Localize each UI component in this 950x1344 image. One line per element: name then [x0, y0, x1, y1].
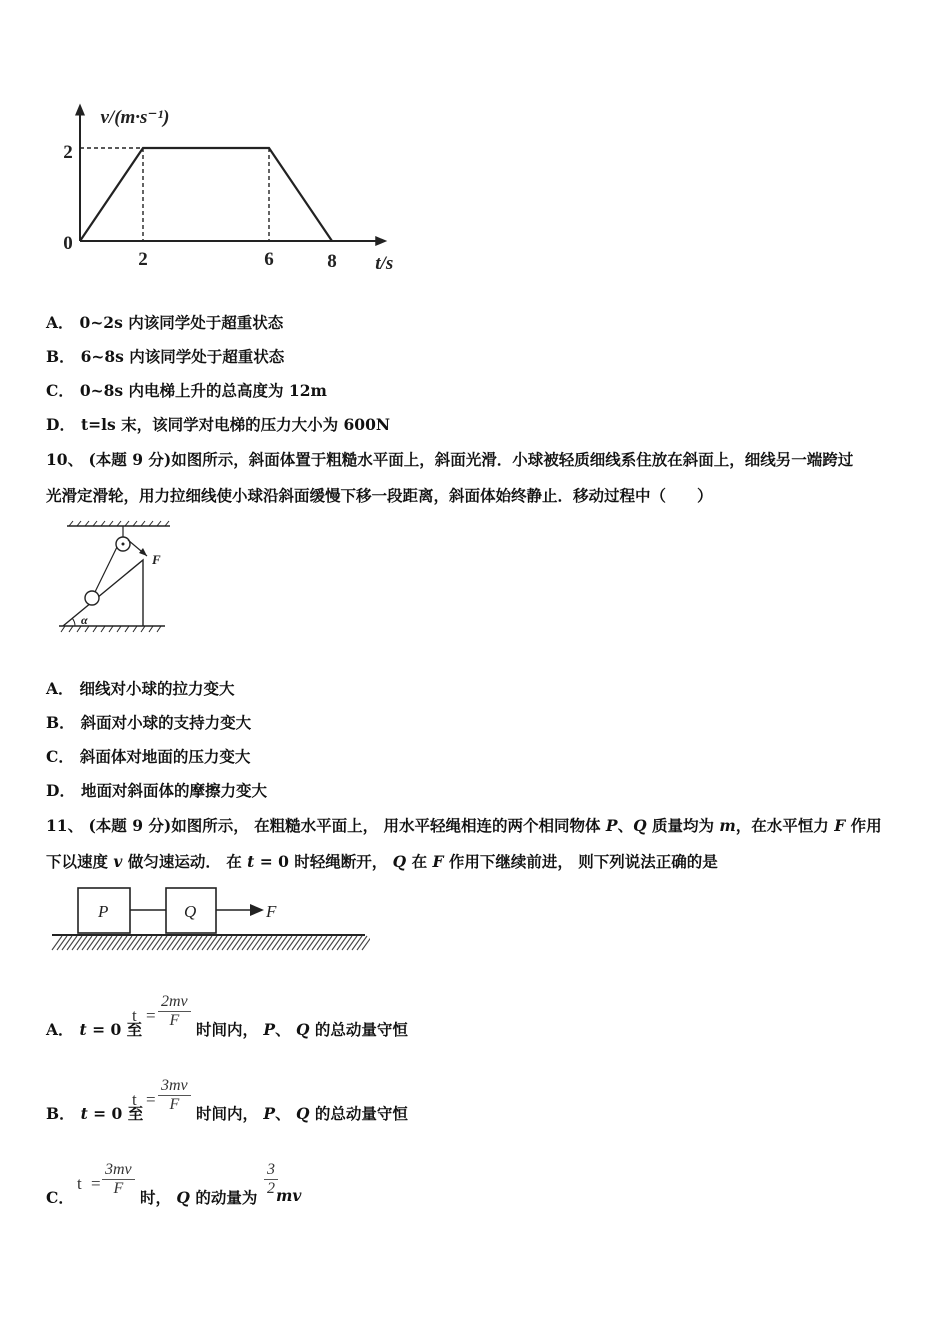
option-label: D．: [46, 781, 75, 800]
x-axis-arrow: [375, 236, 387, 246]
tick-label-0: 0: [63, 233, 73, 254]
option-label: C．: [46, 381, 74, 400]
q11-option-c[interactable]: C．: [46, 1188, 74, 1207]
q11-option-c-mid: 时， Q 的动量为: [140, 1188, 258, 1207]
tick-label-y2: 2: [63, 142, 73, 163]
tick-label-2: 2: [138, 249, 148, 270]
vt-labels: [63, 107, 393, 274]
option-label: A．: [46, 313, 74, 332]
q10-option-b[interactable]: [46, 711, 251, 733]
q10-option-c[interactable]: [46, 745, 250, 767]
force-label: F: [152, 552, 161, 567]
q11-option-c-tail: mv: [276, 1186, 302, 1205]
equals-sign: =: [146, 1090, 156, 1109]
q11-option-a-tail: 时间内， P、 Q 的总动量守恒: [196, 1020, 408, 1039]
y-axis-arrow: [75, 104, 85, 116]
tick-label-8: 8: [327, 251, 337, 272]
angle-label: α: [81, 613, 88, 627]
option-text: 0~2s 内该同学处于超重状态: [79, 313, 284, 332]
svg-text:P: P: [98, 902, 109, 921]
vt-series: [80, 148, 332, 241]
t-var: t: [77, 1174, 82, 1193]
fraction-3mv-over-f: 3mv F: [158, 1077, 191, 1114]
incline-pulley-figure: [55, 520, 175, 638]
y-axis-label: v/(m·s⁻¹): [100, 107, 170, 128]
fraction-2mv-over-f: 2mv F: [158, 993, 191, 1030]
x-axis-label: t/s: [375, 253, 394, 274]
option-label: C．: [46, 747, 74, 766]
q11-option-b-tail: 时间内， P、 Q 的总动量守恒: [196, 1104, 408, 1123]
series-line: [80, 148, 332, 241]
q11-option-b[interactable]: B． t = 0 至: [46, 1104, 144, 1123]
vt-guides: [80, 148, 269, 241]
q9-option-c[interactable]: [46, 379, 327, 401]
option-text: 6~8s 内该同学处于超重状态: [80, 347, 285, 366]
svg-text:Q: Q: [184, 902, 197, 921]
fraction-3-over-2: 3 2: [264, 1161, 278, 1198]
option-label: B．: [46, 347, 75, 366]
equals-sign: =: [91, 1174, 101, 1193]
q10-stem-line1: 10、 (本题 9 分)如图所示，斜面体置于粗糙水平面上，斜面光滑．小球被轻质细线系住放在斜面上，细线另一端跨过: [46, 450, 854, 469]
q9-option-d[interactable]: [46, 413, 390, 435]
option-label: B．: [46, 713, 75, 732]
option-label: A．: [46, 679, 74, 698]
q10-stem-line2: 光滑定滑轮，用力拉细线使小球沿斜面缓慢下移一段距离，斜面体始终静止．移动过程中（ ）: [46, 486, 713, 505]
option-text: t=ls 末，该同学对电梯的压力大小为 600N: [80, 415, 391, 434]
tick-label-6: 6: [264, 249, 274, 270]
option-text: 0~8s 内电梯上升的总高度为 12m: [79, 381, 327, 400]
fraction-3mv-over-f: 3mv F: [102, 1161, 135, 1198]
q9-option-b[interactable]: [46, 345, 284, 367]
t-var: t: [132, 1006, 137, 1025]
q10-option-d[interactable]: [46, 779, 267, 801]
ball: [85, 591, 99, 605]
option-text: 斜面对小球的支持力变大: [80, 713, 252, 732]
option-text: 斜面体对地面的压力变大: [79, 747, 251, 766]
q9-option-a[interactable]: [46, 311, 283, 333]
vt-graph: [50, 95, 410, 280]
blocks-figure: [50, 885, 370, 955]
q10-option-a[interactable]: [46, 677, 235, 699]
option-label: D．: [46, 415, 75, 434]
option-text: 细线对小球的拉力变大: [79, 679, 235, 698]
q11-stem-line2: 下以速度 v 做匀速运动． 在 t = 0 时轻绳断开， Q 在 F 作用下继续前进， 则下列说法正确的是: [46, 852, 718, 871]
option-text: 地面对斜面体的摩擦力变大: [80, 781, 267, 800]
equals-sign: =: [146, 1006, 156, 1025]
svg-text:F: F: [266, 902, 277, 921]
t-var: t: [132, 1090, 137, 1109]
q11-stem-line1: 11、 (本题 9 分)如图所示， 在粗糙水平面上， 用水平轻绳相连的两个相同物体 P、Q 质量均为 m，在水平恒力 F 作用: [46, 816, 882, 835]
q11-option-a[interactable]: A． t = 0 至: [46, 1020, 143, 1039]
